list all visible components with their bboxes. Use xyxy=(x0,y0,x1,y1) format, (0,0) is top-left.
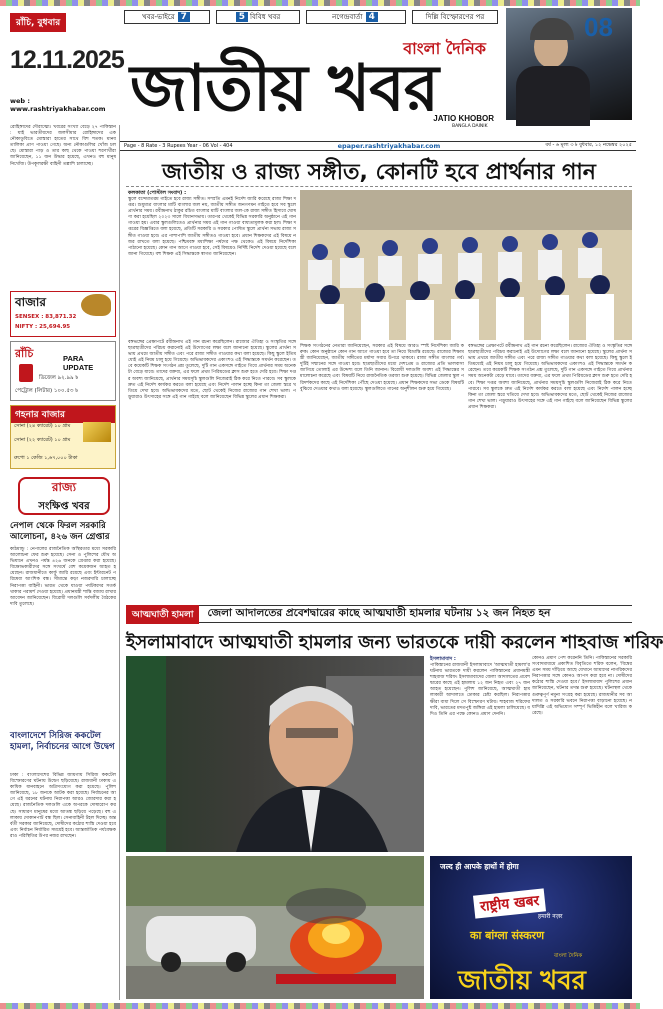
sensex-value: SENSEX : 83,871.32 xyxy=(15,314,77,320)
lead-body-col1b: বঙ্গভঙ্গের প্রেক্ষাপটে রবীন্দ্রনাথ এই গান রচনা করেছিলেন। রাজ্যের ঐতিহ্য ও সংস্কৃতির সঙ্গে ছাত্রছাত্রীদের পরিচয় করানোই এই উদ্যোগের লক্ষ্য বলে জানানো হয়েছে। স্কুলের প্রার্থনা সভায় প্রথমে জাতীয় সঙ্গীত এবং পরে রাজ্য সঙ্গীত গাওয়ার কথা বলা হয়েছে। কিছু স্কুলে ইতিমধ্যেই এই নিয়ম চালু হয়ে গিয়েছে। অভিভাবকদের একাংশও এই সিদ্ধান্তকে সমর্থন করেছেন। তবে কয়েকটি শিক্ষক সংগঠন প্রশ্ন তুলেছে, দুটি গান একসঙ্গে গাইতে গিয়ে প্রার্থনার সময় অনেকটা বেড়ে যাবে। তাদের বক্তব্য, এর ফলে প্রথম পিরিয়ডের ক্লাস শুরু হতে দেরি হবে। শিক্ষা দপ্তর অবশ্য জানিয়েছে, প্রার্থনার সময়সূচি স্কুলগুলি নিজেরাই ঠিক করে নিতে পারবে। সব স্কুলকে দ্রুত এই নির্দেশ কার্যকর করতে বলা হয়েছে এবং নির্দেশ পালন হচ্ছে কিনা তা জেলা স্তরে খতিয়ে দেখা হবে। অভিভাবকদের মতে, ছোট থেকেই নিজের রাজ্যের গান শেখা ভাল। পড়ুয়ারাও উৎসাহের সঙ্গে এই গান গাইছে বলে জানিয়েছেন বিভিন্ন স্কুলের প্রধান শিক্ষকরা। xyxy=(128,340,298,400)
gold-title: গহনার বাজার xyxy=(11,406,115,423)
blast-photo xyxy=(126,856,424,999)
promo-logo-tag: বাংলা দৈনিক xyxy=(554,953,583,959)
sidebar-story-1: রোহিঙ্গাদের দৌরাত্ম্যে। খবরের সংখ্যা বেড়ে ২৭ পাকিস্তান : যাই ভারতীয়দের জলসীমার রোহিঙ্গাদের এক নৌকাডুবিতে মোস্তারা হাতের সাথে বিশ শতক। মানব তালিকা প্রাণ পাওয়া গেছে। অন্য নৌকাগুলির খোঁজ চলছে। মোস্তারা পাড় ও তার কাছ থেকে পাওয়া শরণার্থীরা জানিয়েছেন, ১১ জন উদ্ধার হয়েছে, এখনও বহু মানুষ নিখোঁজ। উপকূলরক্ষী বাহিনী তল্লাশি চালাচ্ছে। xyxy=(10,125,118,167)
info-line xyxy=(120,141,636,151)
teaser-box-3[interactable] xyxy=(306,10,406,24)
masthead xyxy=(124,28,500,128)
state-news-title: রাজ্য xyxy=(51,480,77,494)
promo-ad[interactable] xyxy=(430,856,632,999)
masthead-title: জাতীয় খবর xyxy=(130,52,438,126)
second-body-col1: পাকিস্তানের রাজধানী ইসলামাবাদে 'আত্মঘাতী হামলা'র ঘটনায় ভারতকে দায়ী করলেন পাকিস্তানের প্রধানমন্ত্রী শাহবাজ শরিফ। ইসলামাবাদের জেলা আদালতের প্রবেশদ্বারের কাছে এই হামলায় ১২ জন নিহত এবং ২৭ জন আহত হয়েছেন। পুলিশ জানিয়েছে, আত্মঘাতী হামলাকারী আদালতে ঢোকার চেষ্টা করছিল। নিরাপত্তারক্ষীরা বাধা দিলে সে বিস্ফোরণ ঘটায়। শাহবাজ শরিফের দাবি, ভারতের মদতপুষ্ট জঙ্গিরা এই হামলা চালিয়েছে। যদিও তিনি এর পক্ষে কোনও প্রমাণ দেননি। xyxy=(430,663,532,717)
teaser-box-1-num: 7 xyxy=(178,12,190,22)
masthead-en-sub: BANGLA DAINIK xyxy=(452,124,488,129)
state-news-sub: সংক্ষিপ্ত খবর xyxy=(38,501,90,512)
sidebar xyxy=(10,125,120,1000)
classroom-photo xyxy=(300,190,632,340)
teaser-box-2-num: 5 xyxy=(236,12,248,22)
registration-strip-bottom xyxy=(0,1003,640,1009)
info-right: বর্ষ - ৬ মূল্য ৩ ৳ বুধবার, ১২ নভেম্বর ২০২৫ xyxy=(545,142,632,148)
market-box xyxy=(10,291,116,337)
teaser-box-1-label: খবর-ভাইরে xyxy=(142,13,175,21)
second-subhead: জেলা আদালতের প্রবেশদ্বারের কাছে আত্মঘাতী হামলার ঘটনায় ১২ জন নিহত হন xyxy=(207,606,551,619)
issue-date: 12.11.2025 xyxy=(10,46,124,74)
lead-body-col1: স্কুলে বন্দেমাতরম গাইতে হবে রাজ্য সঙ্গীত। সম্প্রতি এমনই নির্দেশ জারি করেছে রাজ্য শিক্ষা দপ্তর। শুধুমাত্র বাংলার মাটি বাংলার জল নয়, জাতীয় সঙ্গীত জনগণমন গাইতে হবে সব স্কুলে প্রার্থনার সময়। রবীন্দ্রনাথ ঠাকুর রচিত বাংলার মাটি বাংলার জল-কে রাজ্য সঙ্গীত হিসাবে ঘোষণা করা হয়েছিল ২০২৩ সালে বিধানসভায়। তারপর থেকেই বিভিন্ন সরকারি অনুষ্ঠানে এই গান গাওয়া হয়। এবার স্কুলগুলিতেও প্রার্থনার সময় এই গান গাওয়া বাধ্যতামূলক করা হল। শিক্ষা দপ্তরের বিজ্ঞপ্তিতে বলা হয়েছে, প্রতিটি সরকারি ও সরকার পোষিত স্কুলে প্রার্থনা সভায় রাজ্য সঙ্গীত গাওয়া হবে। এর পাশাপাশি জাতীয় সঙ্গীতও গাওয়া হবে। প্রধান শিক্ষকদের এই বিষয়ে নজর রাখতে বলা হয়েছে। পশ্চিমবঙ্গ মধ্যশিক্ষা পর্ষদের পক্ষ থেকেও এই বিষয়ে নির্দেশিকা পাঠানো হয়েছে। কোন গান আগে গাওয়া হবে, সেই বিষয়েও নির্দিষ্ট নির্দেশ দেওয়া হয়েছে বলে জানা গিয়েছে। বহু শিক্ষক এই সিদ্ধান্তকে স্বাগত জানিয়েছেন। xyxy=(128,197,298,257)
bull-icon xyxy=(81,294,111,316)
sidebar-story-2: কাঠমান্ডু : নেপালের রাজনৈতিক অস্থিরতার মধ্যে সরকারি আলোচনা ফের শুরু হয়েছে। সেনা ও পুলিশের যৌথ অভিযানে এখনও পর্যন্ত ৪২৬ জনকে গ্রেপ্তার করা হয়েছে। বিক্ষোভকারীদের সঙ্গে সংঘর্ষে বেশ কয়েকজন আহত হয়েছেন। রাজধানীতে কার্ফু জারি রয়েছে এবং ইন্টারনেট পরিষেবা আংশিক বন্ধ। সীমান্তে কড়া নজরদারি চালাচ্ছে নিরাপত্তা বাহিনী। ভারত থেকে যাওয়া পর্যটকদের সতর্ক থাকার পরামর্শ দেওয়া হয়েছে। প্রধানমন্ত্রী শান্তি বজায় রাখার আবেদন জানিয়েছেন। বিরোধী দলগুলি সর্বদলীয় বৈঠকের দাবি তুলেছে। xyxy=(10,547,118,607)
page-number: 08 xyxy=(584,12,613,42)
portrait-illustration xyxy=(126,656,424,852)
day-label: রাঁচি, বুধবার xyxy=(10,13,66,32)
bangladesh-headline: বাংলাদেশে সিরিজ ককটেল হামলা, নির্বাচনের আগে উদ্বেগ xyxy=(10,731,115,752)
fuel-box xyxy=(10,341,116,401)
fuel-title: PARA UPDATE xyxy=(63,354,94,372)
state-news-label xyxy=(18,477,110,515)
gold-line-2: সোনা (২২ ক্যারেট) ১০ গ্রাম xyxy=(14,437,71,443)
market-title: বাজার xyxy=(15,294,46,314)
shehbaz-photo xyxy=(126,656,424,852)
epaper-link[interactable]: epaper.rashtriyakhabar.com xyxy=(337,142,441,150)
fuel-line-2: পেট্রোল (লিটার) ১০০.৫৩ ৳ xyxy=(15,388,78,394)
gold-box xyxy=(10,405,116,469)
classroom-illustration xyxy=(300,190,632,340)
website: web : www.rashtriyakhabar.com xyxy=(10,97,106,113)
lead-headline: জাতীয় ও রাজ্য সঙ্গীত, কোনটি হবে প্রার্থনার গান xyxy=(162,160,596,185)
registration-strip-top xyxy=(0,0,640,6)
fuel-pump-icon xyxy=(19,364,33,382)
lead-dateline: কলকাতা (পোস্টাল সংবাদ) : xyxy=(128,190,187,196)
promo-paper-name: राष्ट्रीय खबर xyxy=(473,888,546,918)
info-left: Page - 8 Rate - 3 Rupees Year - 06 Vol - 404 xyxy=(124,143,233,149)
second-body-col2: কোনও প্রমাণ পেশ করেননি তিনি। পাকিস্তানের সরকারি সংবাদমাধ্যমে প্রকাশিত বিবৃতিতে শরিফ বলেন, 'বিশ্বের এমন সময় দাঁড়িয়ে আছে যেখানে আমাদের নাগরিকদের নিরাপত্তার সঙ্গে কোনও আপস করা হবে না। দোষীদের কঠোর শাস্তি দেওয়া হবে।' ইসলামাবাদ পুলিশের প্রধান জানিয়েছেন, ঘটনার তদন্ত শুরু হয়েছে। ঘটনাস্থল থেকে গুরুত্বপূর্ণ নমুনা সংগ্রহ করা হয়েছে। রাজধানীর সব আদালত ও সরকারি ভবনে নিরাপত্তা বাড়ানো হয়েছে। নয়াদিল্লি এই অভিযোগ সম্পূর্ণ ভিত্তিহীন বলে খারিজ করেছে। xyxy=(532,656,634,716)
fuel-line-1: ডিজেল ৯২.৯৯ ৳ xyxy=(39,375,79,381)
teaser-box-2[interactable] xyxy=(216,10,300,24)
teaser-box-3-num: 4 xyxy=(366,12,378,22)
nifty-value: NIFTY : 25,694.95 xyxy=(15,324,71,330)
masthead-en: JATIO KHOBOR xyxy=(433,114,494,123)
teaser-box-4-label: দিল্লি বিস্ফোরণের পর xyxy=(425,13,485,21)
gold-bars-icon xyxy=(83,422,111,442)
second-tag: আত্মঘাতী হামলা xyxy=(126,605,199,624)
date-block xyxy=(10,10,124,115)
promo-tagline: जल्द ही आपके हाथों में होगा xyxy=(440,862,519,871)
promo-paper-sub: हमारी नज़र xyxy=(538,913,563,920)
fuel-city: রাঁচি xyxy=(15,347,34,360)
teaser-box-2-label: বিবিধ খবর xyxy=(249,13,281,21)
sidebar-story-3: ঢাকা : বাংলাদেশের বিভিন্ন জায়গায় সিরিজ ককটেল বিস্ফোরণের ঘটনায় উদ্বেগ ছড়িয়েছে। রাজধানী ঢাকায় একাধিক যানবাহনে অগ্নিসংযোগ করা হয়েছে। পুলিশ জানিয়েছে, ১৮ জনকে আটক করা হয়েছে। নির্বাচনের আগে এই ধরনের ঘটনায় নিরাপত্তা আরও জোরদার করা হয়েছে। রাজনৈতিক দলগুলি একে অপরকে দোষারোপ করছে। সাধারণ মানুষের মধ্যে আতঙ্ক ছড়িয়ে পড়েছে। বহু এলাকায় দোকানপাট বন্ধ ছিল। সেনাবাহিনী টহল দিচ্ছে। অন্তর্বর্তী সরকার জানিয়েছে, দোষীদের কঠোর শাস্তি দেওয়া হবে এবং নির্বাচন নির্ধারিত সময়েই হবে। আন্তর্জাতিক পর্যবেক্ষকরাও পরিস্থিতির উপর নজর রাখছেন। xyxy=(10,773,118,839)
second-subhead-bar xyxy=(126,605,632,623)
gold-line-3: রুপো ১ কেজি ১,৬৭,০০০ টাকা xyxy=(14,455,78,461)
teaser-box-4[interactable] xyxy=(412,10,498,24)
promo-banner: का बांग्ला संस्करण xyxy=(470,929,545,942)
masthead-tag: বাংলা দৈনিক xyxy=(403,39,486,58)
blast-illustration xyxy=(126,856,424,999)
teaser-box-1[interactable] xyxy=(124,10,210,24)
lead-body-col3: বঙ্গভঙ্গের প্রেক্ষাপটে রবীন্দ্রনাথ এই গান রচনা করেছিলেন। রাজ্যের ঐতিহ্য ও সংস্কৃতির সঙ্গে ছাত্রছাত্রীদের পরিচয় করানোই এই উদ্যোগের লক্ষ্য বলে জানানো হয়েছে। স্কুলের প্রার্থনা সভায় প্রথমে জাতীয় সঙ্গীত এবং পরে রাজ্য সঙ্গীত গাওয়ার কথা বলা হয়েছে। কিছু স্কুলে ইতিমধ্যেই এই নিয়ম চালু হয়ে গিয়েছে। অভিভাবকদের একাংশও এই সিদ্ধান্তকে সমর্থন করেছেন। তবে কয়েকটি শিক্ষক সংগঠন প্রশ্ন তুলেছে, দুটি গান একসঙ্গে গাইতে গিয়ে প্রার্থনার সময় অনেকটা বেড়ে যাবে। তাদের বক্তব্য, এর ফলে প্রথম পিরিয়ডের ক্লাস শুরু হতে দেরি হবে। শিক্ষা দপ্তর অবশ্য জানিয়েছে, প্রার্থনার সময়সূচি স্কুলগুলি নিজেরাই ঠিক করে নিতে পারবে। সব স্কুলকে দ্রুত এই নির্দেশ কার্যকর করতে বলা হয়েছে এবং নির্দেশ পালন হচ্ছে কিনা তা জেলা স্তরে খতিয়ে দেখা হবে। অভিভাবকদের মতে, ছোট থেকেই নিজের রাজ্যের গান শেখা ভাল। পড়ুয়ারাও উৎসাহের সঙ্গে এই গান গাইছে বলে জানিয়েছেন বিভিন্ন স্কুলের প্রধান শিক্ষকরা। xyxy=(468,344,634,410)
second-dateline: ইসলামাবাদ : xyxy=(430,656,456,662)
state-headline: নেপাল থেকে ফিরল সরকারি আলোচনা, ৪২৬ জন গ্রেপ্তার xyxy=(10,521,110,542)
teaser-box-3-label: নগেন্দ্রবার্তা xyxy=(332,13,363,21)
gold-line-1: সোনা (২৪ ক্যারেট) ১০ গ্রাম xyxy=(14,423,71,429)
lead-body-col2: শিক্ষক সংগঠনের নেতারা জানিয়েছেন, সরকার এই বিষয়ে আরও স্পষ্ট নির্দেশিকা জারি করুক। কোন অনুষ্ঠানে কোন গান আগে গাওয়া হবে তা নিয়ে বিভ্রান্তি রয়েছে। রাজ্যের শিক্ষামন্ত্রী জানিয়েছেন, জাতীয় সঙ্গীতের মর্যাদা সবার উপরে থাকবে। রাজ্য সঙ্গীত বাংলার গর্ব। দুটিই সম্মানের সঙ্গে গাওয়া হবে। ছাত্রছাত্রীদের মধ্যে দেশপ্রেম ও রাজ্যের প্রতি ভালবাসা জাগিয়ে তোলাই এর উদ্দেশ্য বলে তিনি জানান। বিরোধী দলগুলি অবশ্য এই সিদ্ধান্তের সমালোচনা করেছে এবং বিষয়টি নিয়ে রাজনৈতিক তরজা শুরু হয়েছে। বিভিন্ন জেলার স্কুল পরিদর্শকদের কাছে এই নির্দেশিকা পৌঁছে দেওয়া হয়েছে। প্রধান শিক্ষকদের সভা ডেকে বিষয়টি বুঝিয়ে দেওয়ার কথাও বলা হয়েছে। স্কুলগুলিতে গানের অনুশীলন শুরু হয়ে গিয়েছে। xyxy=(300,344,466,392)
second-headline: ইসলামাবাদে আত্মঘাতী হামলার জন্য ভারতকে দায়ী করলেন শাহবাজ শরিফ xyxy=(126,632,663,653)
header-photo xyxy=(506,8,632,120)
promo-logo-title: জাতীয় খবর xyxy=(458,966,586,996)
